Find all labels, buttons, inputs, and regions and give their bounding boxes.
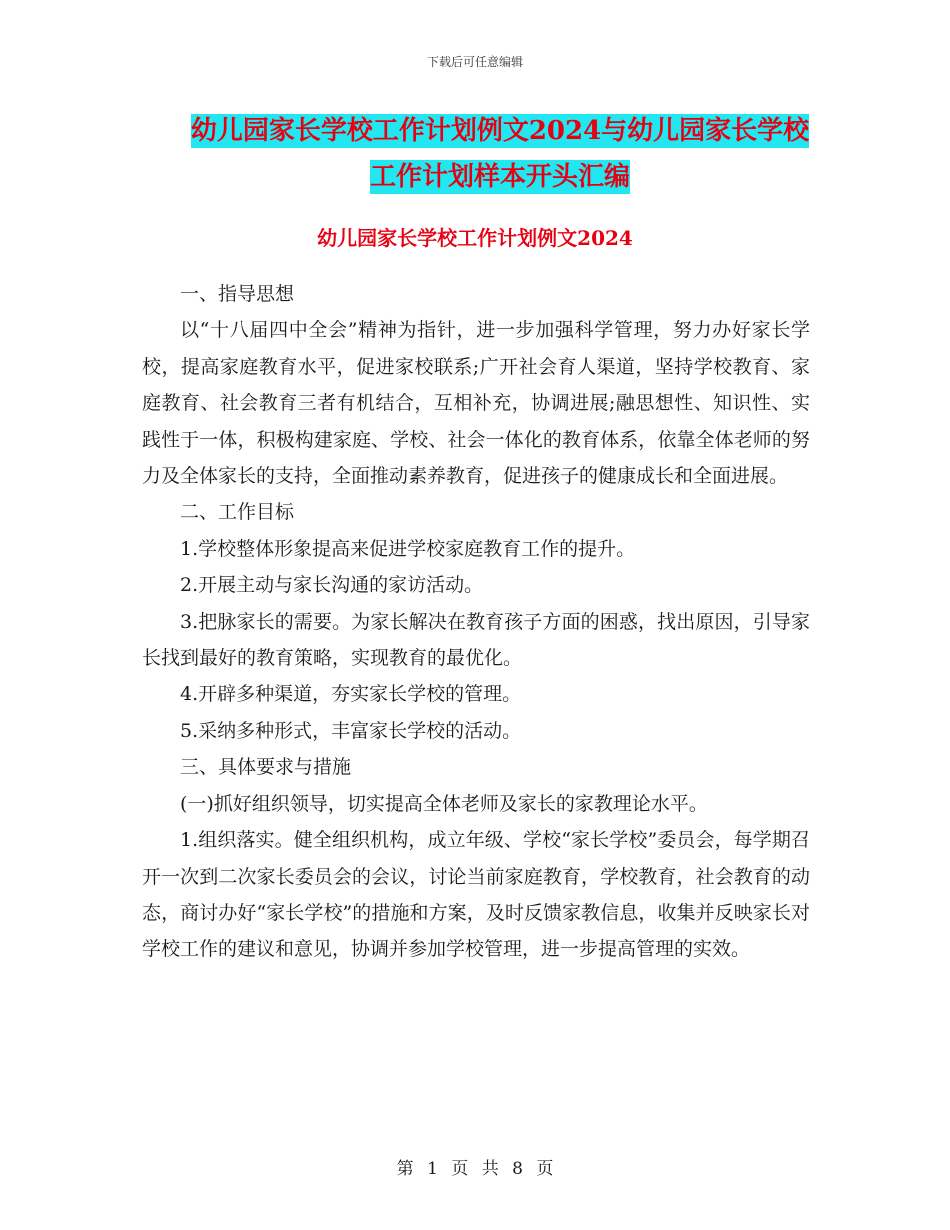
main-title-line-2: 工作计划样本开头汇编 <box>369 162 630 192</box>
main-title-line-1: 幼儿园家长学校工作计划例文2024与幼儿园家长学校 <box>190 116 810 146</box>
goal-item-1: 1.学校整体形象提高来促进学校家庭教育工作的提升。 <box>180 537 636 560</box>
goal-item-2: 2.开展主动与家长沟通的家访活动。 <box>180 574 484 597</box>
header-note: 下载后可任意编辑 <box>426 55 523 69</box>
heading-guiding-ideology: 一、指导思想 <box>180 283 295 305</box>
body-text <box>142 276 810 968</box>
goal-item-4: 4.开辟多种渠道，夯实家长学校的管理。 <box>180 683 522 706</box>
heading-requirements-measures: 三、具体要求与措施 <box>180 756 352 779</box>
paragraph-guiding-ideology: 以“十八届四中全会”精神为指针，进一步加强科学管理，努力办好家长学校，提高家庭教育水平，促进家校联系;广开社会育人渠道，坚持学校教育、家庭教育、社会教育三者有机结合，互相补充，协调进展;融思想性、知识性、实践性于一体，积极构建家庭、学校、社会一体化的教育体系，依靠全体老师的努力及全体家长的支持，全面推动素养教育，促进孩子的健康成长和全面进展。 <box>142 319 810 488</box>
main-title <box>150 108 850 200</box>
subheading-organization: (一)抓好组织领导，切实提高全体老师及家长的家教理论水平。 <box>180 792 708 815</box>
heading-work-goals: 二、工作目标 <box>180 501 295 524</box>
page-footer: 第 1 页 共 8 页 <box>396 1159 554 1179</box>
goal-item-3: 3.把脉家长的需要。为家长解决在教育孩子方面的困惑，找出原因，引导家长找到最好的教育策略，实现教育的最优化。 <box>142 610 810 670</box>
section-title: 幼儿园家长学校工作计划例文2024 <box>317 226 633 250</box>
goal-item-5: 5.采纳多种形式，丰富家长学校的活动。 <box>180 719 522 742</box>
paragraph-organization: 1.组织落实。健全组织机构，成立年级、学校“家长学校”委员会，每学期召开一次到二次家长委员会的会议，讨论当前家庭教育，学校教育，社会教育的动态，商讨办好“家长学校”的措施和方案，及时反馈家教信息，收集并反映家长对学校工作的建议和意见，协调并参加学校管理，进一步提高管理的实效。 <box>142 829 810 961</box>
